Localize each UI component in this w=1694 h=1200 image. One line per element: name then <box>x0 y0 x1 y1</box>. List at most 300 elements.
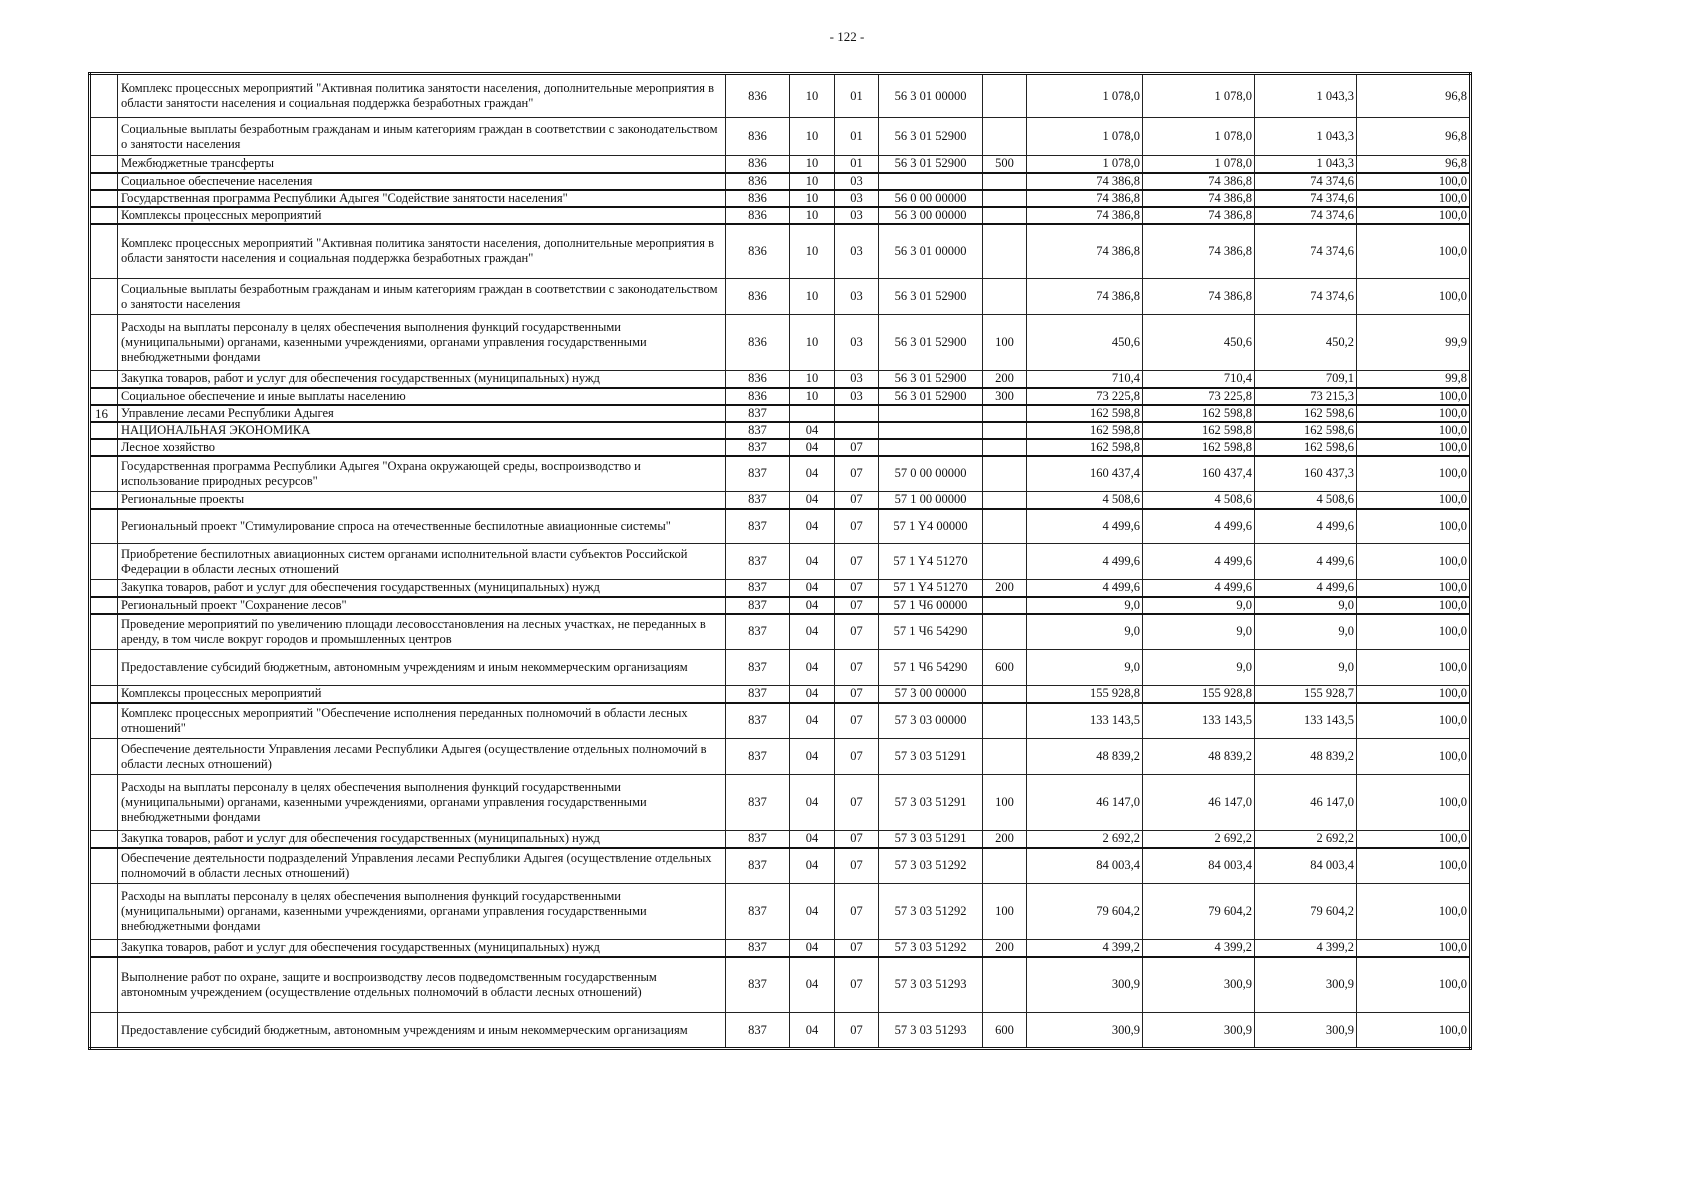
row-executed-amount: 4 499,6 <box>1255 544 1357 580</box>
table-row <box>90 279 1471 315</box>
row-execution-percent: 100,0 <box>1357 597 1471 614</box>
row-name: Государственная программа Республики Адыгея "Содействие занятости населения" <box>118 190 726 207</box>
row-approved-amount: 4 399,2 <box>1027 940 1143 957</box>
row-refined-amount: 133 143,5 <box>1143 703 1255 739</box>
row-target-article: 57 3 03 51292 <box>879 884 983 940</box>
row-number <box>90 544 118 580</box>
row-executed-amount: 84 003,4 <box>1255 848 1357 884</box>
row-execution-percent: 100,0 <box>1357 831 1471 848</box>
row-target-article: 56 3 01 52900 <box>879 388 983 405</box>
row-number: 16 <box>90 405 118 422</box>
table-row <box>90 544 1471 580</box>
row-approved-amount: 300,9 <box>1027 957 1143 1013</box>
row-number <box>90 1013 118 1049</box>
row-refined-amount: 1 078,0 <box>1143 74 1255 118</box>
row-number <box>90 207 118 224</box>
row-number <box>90 884 118 940</box>
row-executed-amount: 74 374,6 <box>1255 173 1357 190</box>
row-approved-amount: 74 386,8 <box>1027 224 1143 279</box>
row-section-code: 10 <box>790 74 835 118</box>
row-target-article: 56 3 00 00000 <box>879 207 983 224</box>
row-section-code: 04 <box>790 1013 835 1049</box>
page-number: - 122 - <box>829 29 865 44</box>
row-executed-amount: 160 437,3 <box>1255 456 1357 492</box>
row-section-code: 10 <box>790 315 835 371</box>
row-name: Закупка товаров, работ и услуг для обеспечения государственных (муниципальных) нужд <box>118 371 726 388</box>
row-section-code: 10 <box>790 371 835 388</box>
row-approved-amount: 9,0 <box>1027 650 1143 686</box>
row-section-code: 10 <box>790 173 835 190</box>
row-number <box>90 156 118 173</box>
row-refined-amount: 84 003,4 <box>1143 848 1255 884</box>
row-execution-percent: 100,0 <box>1357 884 1471 940</box>
row-execution-percent: 100,0 <box>1357 739 1471 775</box>
table-row <box>90 509 1471 544</box>
row-approved-amount: 1 078,0 <box>1027 156 1143 173</box>
row-section-code: 04 <box>790 439 835 456</box>
row-ved-code: 836 <box>726 224 790 279</box>
table-row <box>90 456 1471 492</box>
row-ved-code: 837 <box>726 614 790 650</box>
row-subsection-code: 03 <box>835 279 879 315</box>
row-target-article: 57 3 03 51292 <box>879 940 983 957</box>
table-row <box>90 831 1471 848</box>
row-approved-amount: 162 598,8 <box>1027 422 1143 439</box>
row-execution-percent: 100,0 <box>1357 422 1471 439</box>
row-section-code: 10 <box>790 156 835 173</box>
row-section-code: 04 <box>790 509 835 544</box>
row-target-article: 57 3 03 00000 <box>879 703 983 739</box>
row-name: Закупка товаров, работ и услуг для обеспечения государственных (муниципальных) нужд <box>118 940 726 957</box>
row-section-code: 04 <box>790 775 835 831</box>
row-executed-amount: 155 928,7 <box>1255 686 1357 703</box>
row-target-article: 57 3 03 51291 <box>879 739 983 775</box>
row-approved-amount: 4 499,6 <box>1027 544 1143 580</box>
row-refined-amount: 9,0 <box>1143 597 1255 614</box>
row-expense-type: 200 <box>983 940 1027 957</box>
row-expense-type <box>983 207 1027 224</box>
row-expense-type <box>983 190 1027 207</box>
row-execution-percent: 100,0 <box>1357 388 1471 405</box>
row-refined-amount: 1 078,0 <box>1143 156 1255 173</box>
row-ved-code: 837 <box>726 422 790 439</box>
row-execution-percent: 96,8 <box>1357 156 1471 173</box>
row-expense-type <box>983 422 1027 439</box>
row-refined-amount: 300,9 <box>1143 957 1255 1013</box>
row-subsection-code: 07 <box>835 597 879 614</box>
row-executed-amount: 74 374,6 <box>1255 279 1357 315</box>
row-subsection-code: 07 <box>835 775 879 831</box>
row-subsection-code: 07 <box>835 686 879 703</box>
row-target-article: 56 3 01 52900 <box>879 371 983 388</box>
row-executed-amount: 9,0 <box>1255 650 1357 686</box>
row-refined-amount: 4 499,6 <box>1143 509 1255 544</box>
row-subsection-code <box>835 405 879 422</box>
row-expense-type: 100 <box>983 775 1027 831</box>
row-section-code: 10 <box>790 388 835 405</box>
row-executed-amount: 4 499,6 <box>1255 509 1357 544</box>
row-section-code: 04 <box>790 492 835 509</box>
row-name: Социальное обеспечение и иные выплаты населению <box>118 388 726 405</box>
row-ved-code: 836 <box>726 156 790 173</box>
row-execution-percent: 100,0 <box>1357 703 1471 739</box>
row-ved-code: 837 <box>726 884 790 940</box>
row-subsection-code: 07 <box>835 957 879 1013</box>
row-name: Предоставление субсидий бюджетным, автономным учреждениям и иным некоммерческим организациям <box>118 1013 726 1049</box>
row-ved-code: 837 <box>726 1013 790 1049</box>
row-expense-type <box>983 224 1027 279</box>
row-refined-amount: 155 928,8 <box>1143 686 1255 703</box>
row-subsection-code: 07 <box>835 940 879 957</box>
row-executed-amount: 162 598,6 <box>1255 422 1357 439</box>
row-expense-type: 600 <box>983 650 1027 686</box>
row-target-article: 57 3 03 51293 <box>879 957 983 1013</box>
row-subsection-code: 07 <box>835 831 879 848</box>
row-number <box>90 703 118 739</box>
row-expense-type <box>983 957 1027 1013</box>
row-ved-code: 837 <box>726 650 790 686</box>
row-expense-type <box>983 686 1027 703</box>
row-ved-code: 837 <box>726 456 790 492</box>
row-subsection-code: 07 <box>835 509 879 544</box>
row-number <box>90 118 118 156</box>
row-section-code: 04 <box>790 957 835 1013</box>
row-section-code: 04 <box>790 831 835 848</box>
row-refined-amount: 74 386,8 <box>1143 173 1255 190</box>
table-row <box>90 422 1471 439</box>
row-execution-percent: 100,0 <box>1357 650 1471 686</box>
row-refined-amount: 9,0 <box>1143 614 1255 650</box>
row-executed-amount: 1 043,3 <box>1255 74 1357 118</box>
row-target-article: 57 3 03 51291 <box>879 775 983 831</box>
row-number <box>90 831 118 848</box>
row-refined-amount: 4 499,6 <box>1143 580 1255 597</box>
row-ved-code: 837 <box>726 848 790 884</box>
row-approved-amount: 2 692,2 <box>1027 831 1143 848</box>
row-approved-amount: 46 147,0 <box>1027 775 1143 831</box>
row-executed-amount: 133 143,5 <box>1255 703 1357 739</box>
row-ved-code: 836 <box>726 207 790 224</box>
row-number <box>90 580 118 597</box>
row-target-article: 56 3 01 52900 <box>879 279 983 315</box>
row-section-code: 04 <box>790 703 835 739</box>
row-ved-code: 836 <box>726 315 790 371</box>
row-number <box>90 190 118 207</box>
row-ved-code: 837 <box>726 686 790 703</box>
row-execution-percent: 96,8 <box>1357 118 1471 156</box>
row-refined-amount: 74 386,8 <box>1143 190 1255 207</box>
row-number <box>90 739 118 775</box>
row-ved-code: 837 <box>726 544 790 580</box>
row-ved-code: 837 <box>726 509 790 544</box>
row-subsection-code: 07 <box>835 884 879 940</box>
row-ved-code: 837 <box>726 580 790 597</box>
row-ved-code: 836 <box>726 118 790 156</box>
table-row <box>90 405 1471 422</box>
row-execution-percent: 100,0 <box>1357 207 1471 224</box>
row-execution-percent: 100,0 <box>1357 544 1471 580</box>
row-approved-amount: 79 604,2 <box>1027 884 1143 940</box>
row-number <box>90 74 118 118</box>
row-name: Расходы на выплаты персоналу в целях обеспечения выполнения функций государственными (муниципальными) органами, казенными учреждениями, органами управления государственными внебюджетными фондами <box>118 775 726 831</box>
row-target-article: 56 3 01 52900 <box>879 118 983 156</box>
row-target-article: 57 0 00 00000 <box>879 456 983 492</box>
row-target-article: 57 1 00 00000 <box>879 492 983 509</box>
row-name: Государственная программа Республики Адыгея "Охрана окружающей среды, воспроизводство и использование природных ресурсов" <box>118 456 726 492</box>
table-row <box>90 650 1471 686</box>
table-row <box>90 1013 1471 1049</box>
row-section-code: 10 <box>790 190 835 207</box>
row-approved-amount: 1 078,0 <box>1027 118 1143 156</box>
row-number <box>90 456 118 492</box>
row-number <box>90 957 118 1013</box>
table-row <box>90 190 1471 207</box>
row-subsection-code: 03 <box>835 315 879 371</box>
table-row <box>90 739 1471 775</box>
row-approved-amount: 300,9 <box>1027 1013 1143 1049</box>
row-approved-amount: 155 928,8 <box>1027 686 1143 703</box>
row-name: Приобретение беспилотных авиационных систем органами исполнительной власти субъектов Российской Федерации в области лесных отношений <box>118 544 726 580</box>
row-name: НАЦИОНАЛЬНАЯ ЭКОНОМИКА <box>118 422 726 439</box>
table-row <box>90 156 1471 173</box>
budget-table <box>88 72 1472 1050</box>
row-target-article <box>879 439 983 456</box>
row-number <box>90 315 118 371</box>
row-expense-type: 200 <box>983 371 1027 388</box>
row-name: Расходы на выплаты персоналу в целях обеспечения выполнения функций государственными (муниципальными) органами, казенными учреждениями, органами управления государственными внебюджетными фондами <box>118 315 726 371</box>
row-subsection-code: 07 <box>835 703 879 739</box>
row-executed-amount: 74 374,6 <box>1255 190 1357 207</box>
row-subsection-code: 03 <box>835 173 879 190</box>
row-execution-percent: 100,0 <box>1357 509 1471 544</box>
row-subsection-code: 03 <box>835 207 879 224</box>
row-ved-code: 836 <box>726 388 790 405</box>
row-section-code: 04 <box>790 597 835 614</box>
row-execution-percent: 100,0 <box>1357 775 1471 831</box>
row-number <box>90 597 118 614</box>
budget-table-container <box>88 72 1472 1050</box>
row-expense-type <box>983 703 1027 739</box>
row-target-article: 57 3 00 00000 <box>879 686 983 703</box>
row-target-article <box>879 173 983 190</box>
row-subsection-code <box>835 422 879 439</box>
row-name: Выполнение работ по охране, защите и воспроизводству лесов подведомственным государственным автономным учреждением (осуществление отдельных полномочий в области лесных отношений) <box>118 957 726 1013</box>
row-expense-type <box>983 614 1027 650</box>
row-ved-code: 836 <box>726 190 790 207</box>
row-approved-amount: 9,0 <box>1027 597 1143 614</box>
row-execution-percent: 100,0 <box>1357 940 1471 957</box>
row-subsection-code: 07 <box>835 739 879 775</box>
table-row <box>90 940 1471 957</box>
row-subsection-code: 03 <box>835 388 879 405</box>
budget-table-body <box>90 74 1471 1049</box>
row-section-code: 10 <box>790 224 835 279</box>
row-approved-amount: 1 078,0 <box>1027 74 1143 118</box>
row-target-article: 56 3 01 00000 <box>879 74 983 118</box>
row-subsection-code: 07 <box>835 1013 879 1049</box>
row-subsection-code: 01 <box>835 74 879 118</box>
row-executed-amount: 46 147,0 <box>1255 775 1357 831</box>
table-row <box>90 173 1471 190</box>
row-ved-code: 836 <box>726 279 790 315</box>
row-approved-amount: 710,4 <box>1027 371 1143 388</box>
row-executed-amount: 2 692,2 <box>1255 831 1357 848</box>
row-execution-percent: 100,0 <box>1357 848 1471 884</box>
row-expense-type <box>983 118 1027 156</box>
row-section-code: 04 <box>790 614 835 650</box>
row-number <box>90 492 118 509</box>
row-expense-type <box>983 492 1027 509</box>
row-target-article: 57 3 03 51293 <box>879 1013 983 1049</box>
row-name: Региональный проект "Стимулирование спроса на отечественные беспилотные авиационные системы" <box>118 509 726 544</box>
row-number <box>90 173 118 190</box>
row-refined-amount: 9,0 <box>1143 650 1255 686</box>
row-ved-code: 837 <box>726 940 790 957</box>
row-executed-amount: 4 499,6 <box>1255 580 1357 597</box>
row-target-article: 57 1 Ч6 00000 <box>879 597 983 614</box>
row-target-article <box>879 405 983 422</box>
row-subsection-code: 07 <box>835 439 879 456</box>
row-section-code: 04 <box>790 580 835 597</box>
row-target-article: 57 1 Ч6 54290 <box>879 614 983 650</box>
row-name: Комплекс процессных мероприятий "Активная политика занятости населения, дополнительные мероприятия в области занятости населения и социальная поддержка безработных граждан" <box>118 224 726 279</box>
row-subsection-code: 07 <box>835 456 879 492</box>
row-subsection-code: 03 <box>835 224 879 279</box>
row-execution-percent: 100,0 <box>1357 173 1471 190</box>
row-subsection-code: 07 <box>835 544 879 580</box>
row-target-article: 57 3 03 51291 <box>879 831 983 848</box>
row-approved-amount: 84 003,4 <box>1027 848 1143 884</box>
row-execution-percent: 100,0 <box>1357 686 1471 703</box>
row-refined-amount: 48 839,2 <box>1143 739 1255 775</box>
row-number <box>90 848 118 884</box>
row-name: Предоставление субсидий бюджетным, автономным учреждениям и иным некоммерческим организациям <box>118 650 726 686</box>
row-expense-type: 500 <box>983 156 1027 173</box>
row-name: Комплекс процессных мероприятий "Обеспечение исполнения переданных полномочий в области лесных отношений" <box>118 703 726 739</box>
row-approved-amount: 4 508,6 <box>1027 492 1143 509</box>
row-ved-code: 837 <box>726 492 790 509</box>
row-execution-percent: 100,0 <box>1357 614 1471 650</box>
table-row <box>90 388 1471 405</box>
row-subsection-code: 01 <box>835 118 879 156</box>
row-ved-code: 837 <box>726 775 790 831</box>
row-expense-type: 100 <box>983 884 1027 940</box>
row-number <box>90 371 118 388</box>
row-target-article: 56 3 01 52900 <box>879 315 983 371</box>
row-executed-amount: 74 374,6 <box>1255 207 1357 224</box>
row-name: Управление лесами Республики Адыгея <box>118 405 726 422</box>
row-ved-code: 837 <box>726 831 790 848</box>
row-ved-code: 837 <box>726 439 790 456</box>
row-number <box>90 439 118 456</box>
table-row <box>90 492 1471 509</box>
row-number <box>90 940 118 957</box>
row-approved-amount: 74 386,8 <box>1027 173 1143 190</box>
table-row <box>90 848 1471 884</box>
row-name: Обеспечение деятельности подразделений Управления лесами Республики Адыгея (осуществление отдельных полномочий в области лесных отношений) <box>118 848 726 884</box>
row-expense-type: 600 <box>983 1013 1027 1049</box>
row-approved-amount: 4 499,6 <box>1027 580 1143 597</box>
row-executed-amount: 74 374,6 <box>1255 224 1357 279</box>
row-expense-type: 100 <box>983 315 1027 371</box>
row-target-article: 56 3 01 52900 <box>879 156 983 173</box>
row-expense-type <box>983 848 1027 884</box>
row-execution-percent: 100,0 <box>1357 190 1471 207</box>
row-expense-type <box>983 544 1027 580</box>
row-name: Региональный проект "Сохранение лесов" <box>118 597 726 614</box>
row-approved-amount: 48 839,2 <box>1027 739 1143 775</box>
row-number <box>90 650 118 686</box>
row-name: Региональные проекты <box>118 492 726 509</box>
row-executed-amount: 162 598,6 <box>1255 439 1357 456</box>
row-executed-amount: 450,2 <box>1255 315 1357 371</box>
row-section-code: 04 <box>790 422 835 439</box>
row-refined-amount: 4 508,6 <box>1143 492 1255 509</box>
row-section-code: 10 <box>790 207 835 224</box>
table-row <box>90 614 1471 650</box>
row-executed-amount: 300,9 <box>1255 957 1357 1013</box>
row-subsection-code: 07 <box>835 614 879 650</box>
row-target-article: 57 3 03 51292 <box>879 848 983 884</box>
row-execution-percent: 96,8 <box>1357 74 1471 118</box>
row-refined-amount: 300,9 <box>1143 1013 1255 1049</box>
row-expense-type <box>983 279 1027 315</box>
table-row <box>90 371 1471 388</box>
row-subsection-code: 07 <box>835 848 879 884</box>
table-row <box>90 439 1471 456</box>
row-executed-amount: 9,0 <box>1255 597 1357 614</box>
row-approved-amount: 9,0 <box>1027 614 1143 650</box>
row-expense-type <box>983 405 1027 422</box>
row-execution-percent: 100,0 <box>1357 580 1471 597</box>
row-section-code: 04 <box>790 940 835 957</box>
row-execution-percent: 100,0 <box>1357 456 1471 492</box>
row-expense-type <box>983 456 1027 492</box>
row-approved-amount: 450,6 <box>1027 315 1143 371</box>
row-section-code: 04 <box>790 544 835 580</box>
row-refined-amount: 4 499,6 <box>1143 544 1255 580</box>
row-section-code: 04 <box>790 650 835 686</box>
row-section-code: 04 <box>790 739 835 775</box>
row-refined-amount: 79 604,2 <box>1143 884 1255 940</box>
row-execution-percent: 99,8 <box>1357 371 1471 388</box>
row-section-code: 04 <box>790 456 835 492</box>
row-ved-code: 836 <box>726 173 790 190</box>
row-approved-amount: 4 499,6 <box>1027 509 1143 544</box>
row-ved-code: 836 <box>726 371 790 388</box>
row-section-code: 10 <box>790 279 835 315</box>
row-expense-type <box>983 74 1027 118</box>
row-execution-percent: 100,0 <box>1357 1013 1471 1049</box>
row-executed-amount: 4 508,6 <box>1255 492 1357 509</box>
row-expense-type: 300 <box>983 388 1027 405</box>
row-section-code <box>790 405 835 422</box>
row-refined-amount: 1 078,0 <box>1143 118 1255 156</box>
row-number <box>90 775 118 831</box>
row-executed-amount: 4 399,2 <box>1255 940 1357 957</box>
row-refined-amount: 46 147,0 <box>1143 775 1255 831</box>
row-executed-amount: 1 043,3 <box>1255 156 1357 173</box>
row-refined-amount: 162 598,8 <box>1143 439 1255 456</box>
row-executed-amount: 73 215,3 <box>1255 388 1357 405</box>
row-number <box>90 614 118 650</box>
table-row <box>90 74 1471 118</box>
row-name: Социальные выплаты безработным гражданам и иным категориям граждан в соответствии с законодательством о занятости населения <box>118 118 726 156</box>
row-execution-percent: 99,9 <box>1357 315 1471 371</box>
table-row <box>90 118 1471 156</box>
row-expense-type: 200 <box>983 831 1027 848</box>
row-section-code: 10 <box>790 118 835 156</box>
